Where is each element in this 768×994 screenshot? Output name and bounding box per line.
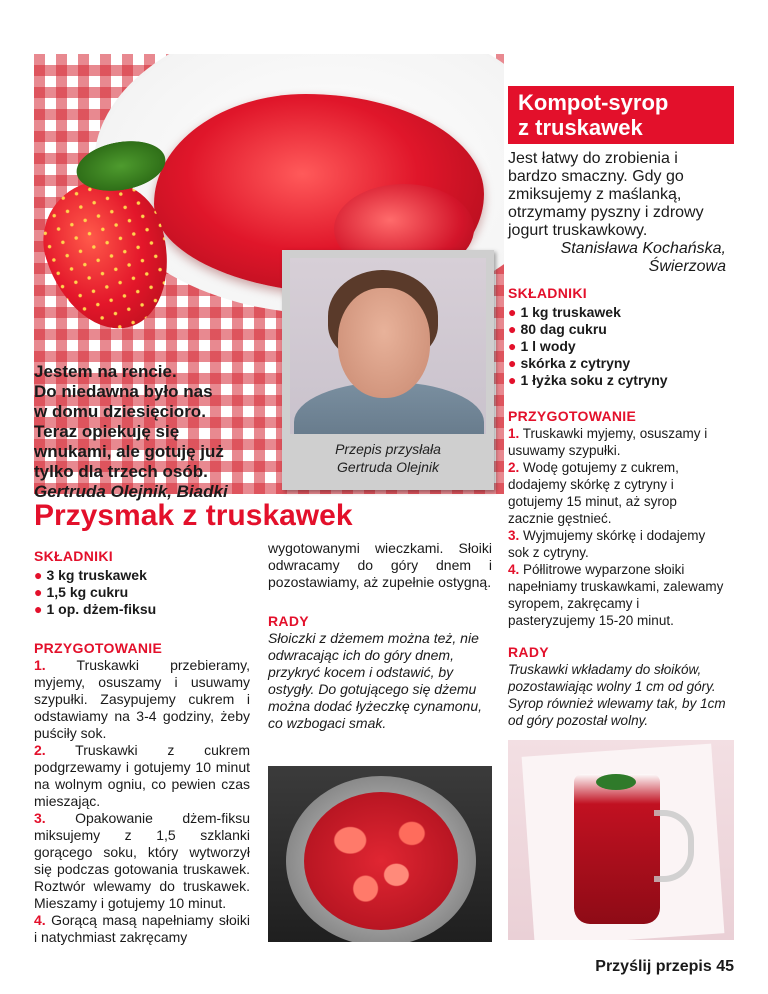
cooking-pot-photo (268, 766, 492, 942)
sidebar-title-line: Kompot-syrop (518, 90, 669, 115)
step: 3. Wyjmujemy skórkę i dodajemy sok z cytryny. (508, 528, 706, 560)
quote-line: Do niedawna było nas (34, 382, 213, 401)
step-continuation: wygotowanymi wieczkami. Słoiki odwracamy do góry dnem i pozostawiamy, aż zupełnie ostygną. (268, 540, 492, 590)
portrait-face (338, 288, 430, 398)
quote-line: Teraz opiekuję się (34, 422, 180, 441)
step: 4. Gorącą masą napełniamy słoiki i natychmiast zakręcamy (34, 912, 251, 945)
bullet-icon: ● (34, 567, 43, 583)
bullet-icon: ● (34, 584, 43, 600)
quote-signature: Gertruda Olejnik, Biadki (34, 482, 228, 501)
bullet-icon: ● (34, 601, 43, 617)
main-tips-heading: RADY (268, 613, 309, 629)
sidebar-intro: Jest łatwy do zrobienia i bardzo smaczny. Gdy go zmiksujemy z maślanką, otrzymamy pyszny i zdrowy jogurt truskawkowy. (508, 150, 704, 239)
bullet-icon: ● (508, 372, 517, 388)
caption-line: Gertruda Olejnik (337, 459, 439, 475)
main-ingredients-heading: SKŁADNIKI (34, 548, 113, 564)
step: 1. Truskawki przebieramy, myjemy, osuszamy i usuwamy szypułki. Zasypujemy cukrem i odstawiamy na 3-4 godziny, żeby puściły sok. (34, 657, 250, 741)
syrup-glass-photo (508, 740, 734, 940)
bullet-icon: ● (508, 355, 517, 371)
sidebar-title-line: z truskawek (518, 115, 643, 140)
ingredient-item: ● 1 l wody (508, 338, 576, 354)
ingredient-item: ● 80 dag cukru (508, 321, 607, 337)
quote-line: Jestem na rencie. (34, 362, 177, 381)
main-ingredients-list (34, 567, 250, 618)
step: 2. Truskawki z cukrem podgrzewamy i gotujemy 10 minut na wolnym ogniu, co pewien czas mieszając. (34, 742, 251, 809)
sidebar-tips: Truskawki wkładamy do słoików, pozostawiając wolny 1 cm od góry. Syrop również wlewamy tak, by 1cm od góry pozostał wolny. (508, 662, 726, 728)
boiling-strawberries (304, 792, 458, 930)
step: 1. Truskawki myjemy, osuszamy i usuwamy szypułki. (508, 426, 708, 458)
ingredient-item: ● skórka z cytryny (508, 355, 631, 371)
author-name: Stanisława Kochańska, (560, 240, 726, 257)
sidebar-author (508, 240, 726, 276)
author-portrait (290, 258, 486, 434)
sidebar-ingredients-list (508, 304, 726, 389)
ingredient-item: ● 1 kg truskawek (508, 304, 621, 320)
step: 4. Półlitrowe wyparzone słoiki napełniamy truskawkami, zalewamy syropem, zakręcamy i pasteryzujemy 15-20 minut. (508, 562, 724, 628)
sidebar-tips-heading: RADY (508, 644, 549, 660)
quote-line: wnukami, ale gotuję już (34, 442, 224, 461)
ingredient-item: ● 1 op. dżem-fiksu (34, 601, 157, 617)
main-prep-heading: PRZYGOTOWANIE (34, 640, 163, 656)
step: 2. Wodę gotujemy z cukrem, dodajemy skórkę z cytryny i gotujemy 15 minut, aż syrop zacznie gęstnieć. (508, 460, 679, 526)
quote-line: tylko dla trzech osób. (34, 462, 208, 481)
author-place: Świerzowa (648, 258, 726, 275)
sidebar-steps (508, 425, 726, 629)
sidebar-title (508, 86, 734, 144)
main-recipe-column-2 (268, 540, 492, 732)
mint-leaf (596, 774, 636, 790)
page-footer: Przyślij przepis 45 (595, 958, 734, 975)
sidebar-ingredients-heading: SKŁADNIKI (508, 285, 587, 301)
ingredient-item: ● 3 kg truskawek (34, 567, 147, 583)
bullet-icon: ● (508, 338, 517, 354)
main-recipe-column-1 (34, 540, 250, 946)
ingredient-item: ● 1,5 kg cukru (34, 584, 129, 600)
author-quote (34, 362, 284, 502)
sidebar-recipe (508, 150, 726, 729)
caption-line: Przepis przysłała (335, 441, 441, 457)
quote-line: w domu dziesięcioro. (34, 402, 206, 421)
portrait-caption (290, 440, 486, 476)
glass-mug (574, 774, 660, 924)
main-recipe-title: Przysmak z truskawek (34, 499, 353, 532)
bullet-icon: ● (508, 304, 517, 320)
sidebar-prep-heading: PRZYGOTOWANIE (508, 408, 637, 424)
bullet-icon: ● (508, 321, 517, 337)
main-steps (34, 657, 250, 946)
step: 3. Opakowanie dżem-fiksu miksujemy z 1,5 szklanki gorącego soku, który wytworzył się podczas gotowania truskawek. Roztwór wlewamy do truskawek. Mieszamy i gotujemy 10 minut. (34, 810, 251, 911)
ingredient-item: ● 1 łyżka soku z cytryny (508, 372, 668, 388)
main-tips: Słoiczki z dżemem można też, nie odwracając ich do góry dnem, przykryć kocem i odstawić, by ostygły. Do gotującego się dżemu można dodać łyżeczkę cynamonu, co wzbogaci smak. (268, 630, 482, 731)
